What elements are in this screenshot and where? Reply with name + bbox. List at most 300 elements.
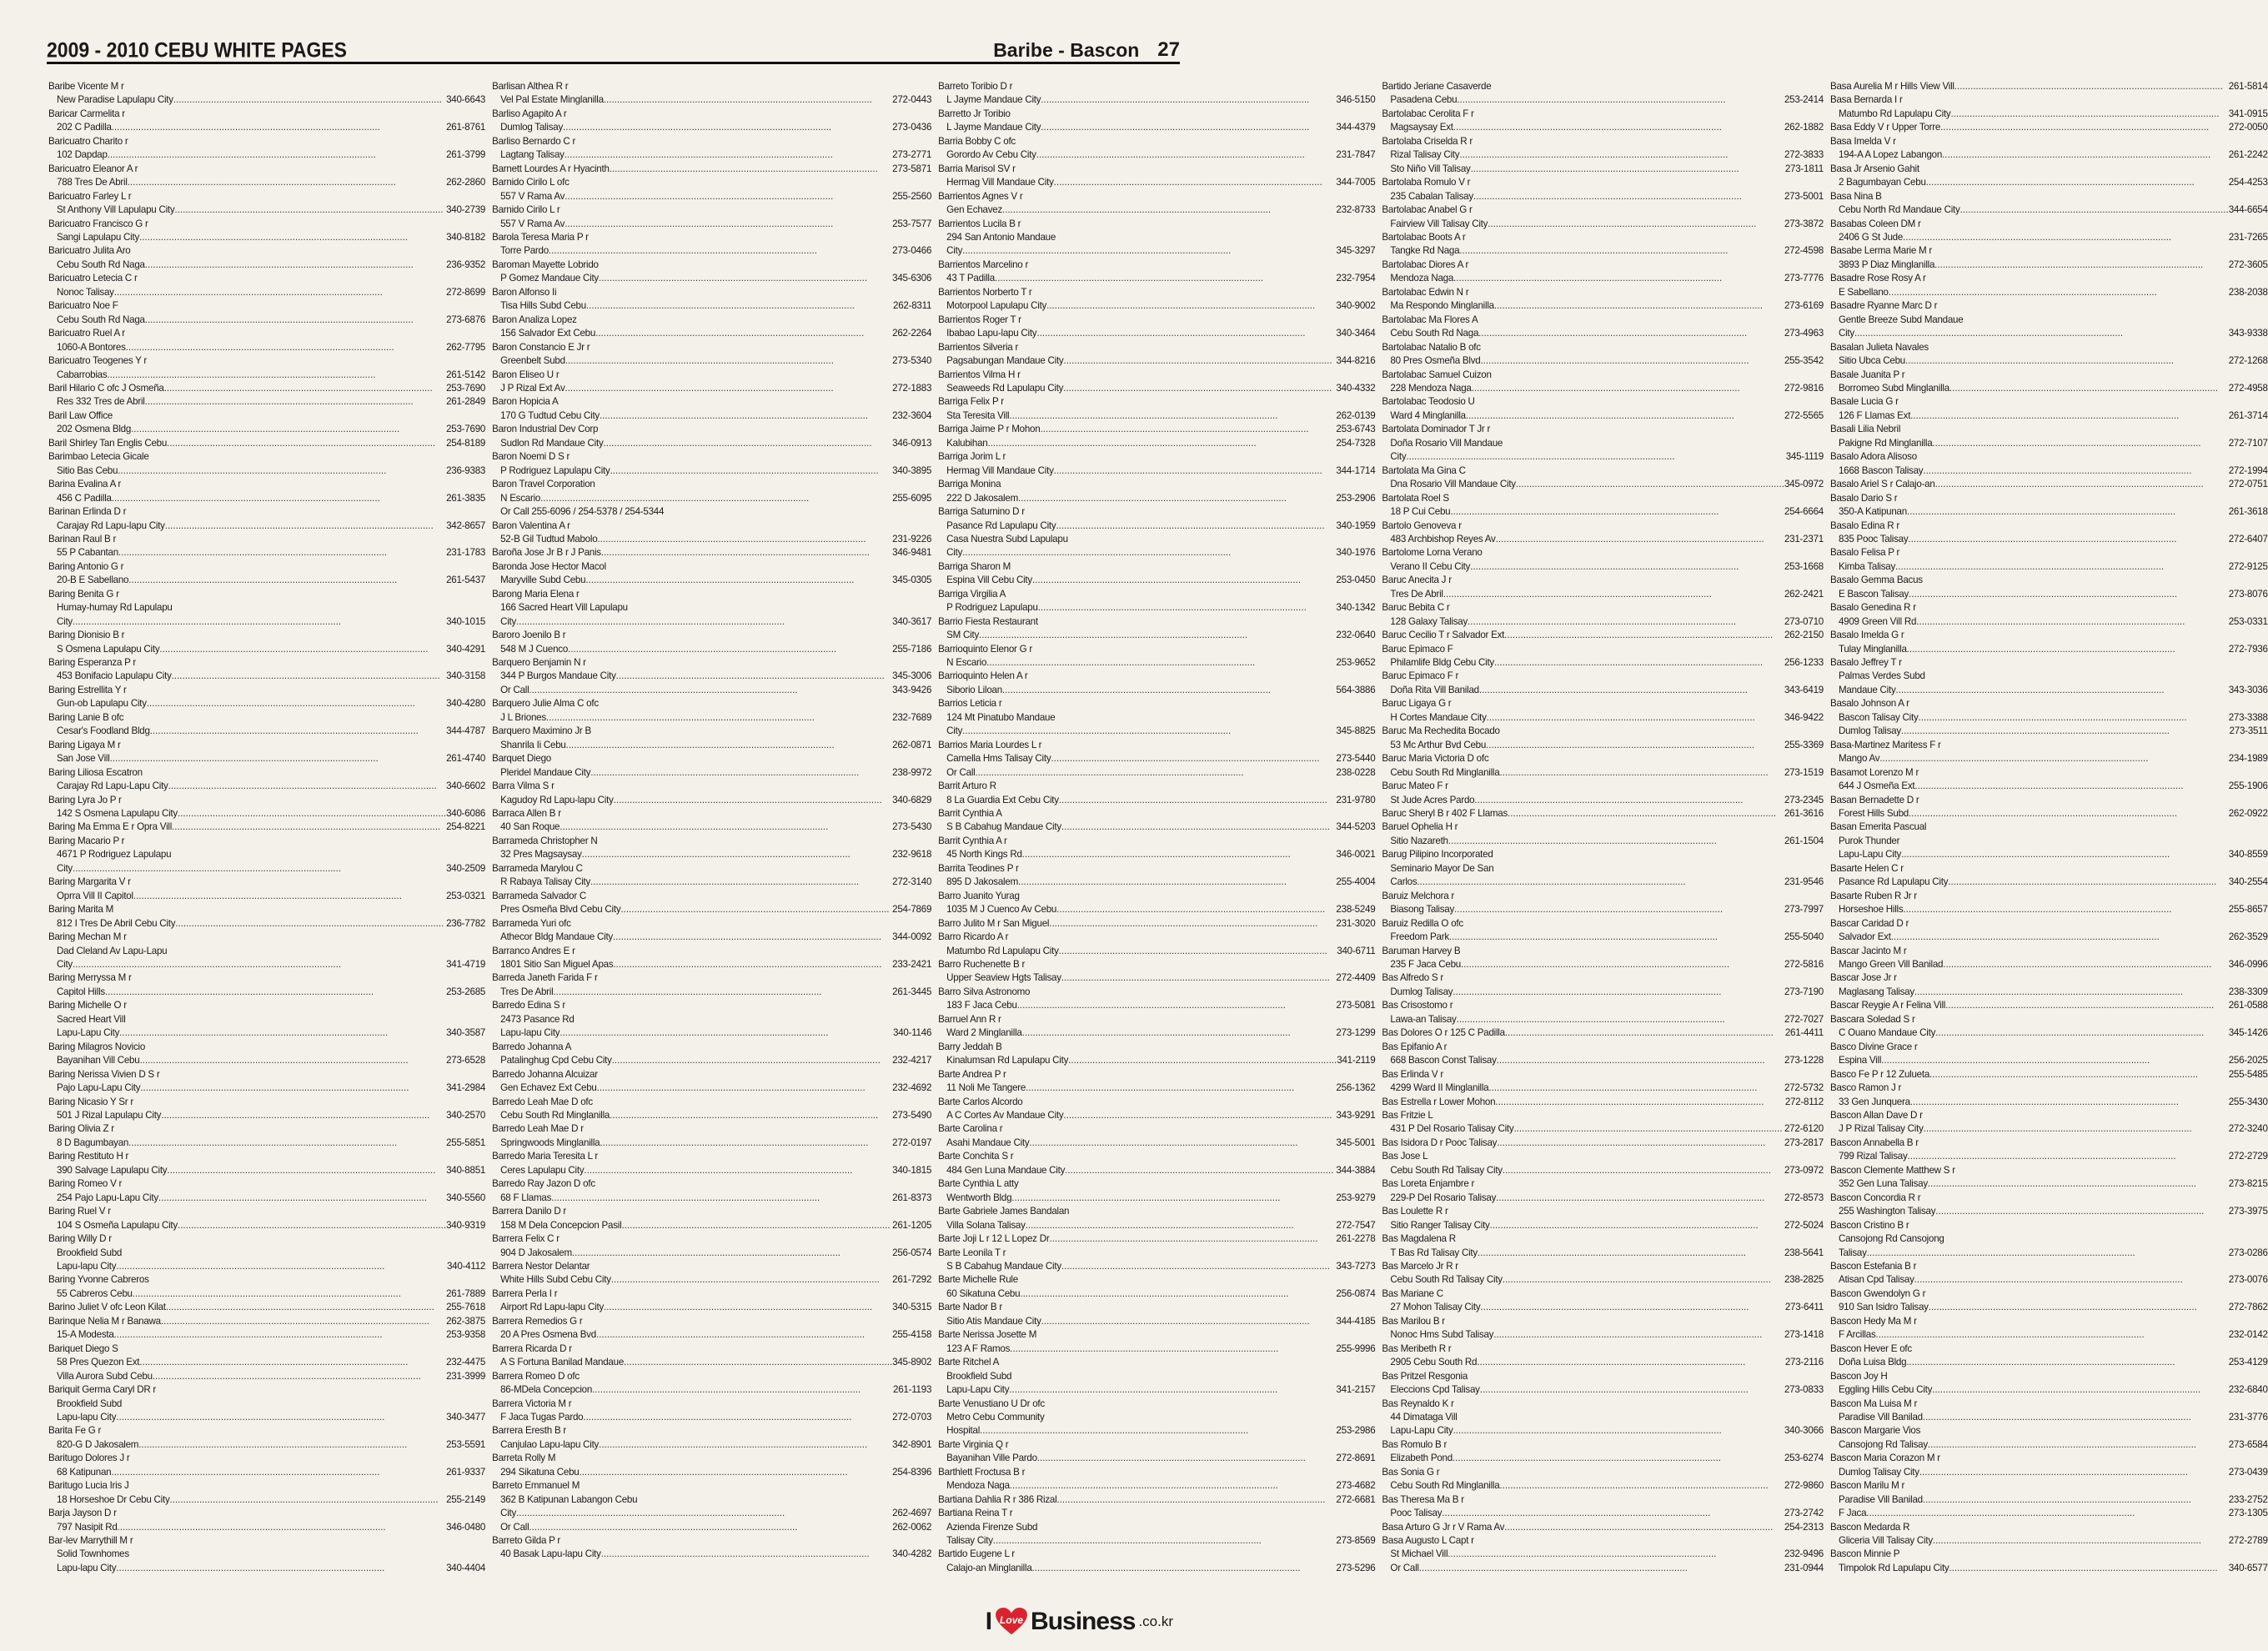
listing-entry: [1382, 752, 1824, 780]
listing-address: Cebu North Rd Mandaue City: [1838, 204, 1960, 216]
leader-dots: [612, 1054, 892, 1067]
listing-line: [938, 1411, 1375, 1424]
listing-address: Baril Shirley Tan Englis Cebu: [48, 437, 168, 449]
listing-phone: 236-9383: [446, 464, 486, 476]
listing-address: 501 J Rizal Lapulapu City: [57, 1109, 162, 1121]
leader-dots: [611, 1273, 892, 1287]
listing-line: [1830, 931, 2268, 944]
listing-entry: [1830, 1424, 2268, 1452]
listing-name: Bas Reynaldo K r: [1382, 1398, 1454, 1409]
listing-phone: 273-6411: [1784, 1302, 1824, 1313]
listing-entry: [48, 1479, 485, 1507]
listing-address: N Escario: [500, 492, 541, 504]
leader-dots: [166, 1301, 446, 1314]
listing-line: [48, 986, 485, 999]
listing-address: Tangke Rd Naga: [1390, 245, 1460, 257]
listing-line: [48, 1081, 485, 1095]
listing-line: [1830, 80, 2268, 93]
listing-address: Tres De Abril: [500, 986, 554, 997]
listing-entry: [1382, 1398, 1824, 1438]
leader-dots: [1923, 1411, 2229, 1424]
listing-phone: 340-4280: [446, 698, 486, 710]
listing-line: [1382, 1122, 1824, 1136]
listing-address: Baruc Cecilio T r Salvador Ext: [1382, 630, 1505, 641]
listing-line: [492, 1081, 931, 1095]
listing-name: Bascon Marilu M r: [1829, 1480, 1905, 1492]
listing-address: Cebu South Rd Minglanilla: [1390, 766, 1500, 778]
listing-address: Pasadena Cebu: [1390, 94, 1458, 106]
listing-name: Barrit Cynthia A: [938, 808, 1002, 820]
listing-phone: 254-6664: [1784, 506, 1824, 518]
leader-dots: [1508, 807, 1784, 820]
listing-entry: [492, 835, 931, 862]
leader-dots: [1854, 327, 2229, 340]
listing-address: City: [57, 615, 73, 627]
listing-address: Sudlon Rd Mandaue City: [500, 437, 604, 449]
listing-address: Barinque Nelia M r Banawa: [48, 1315, 161, 1327]
listing-entry: [938, 437, 1375, 450]
listing-address: Barriga Jaime P r Mohon: [938, 424, 1041, 435]
listing-name: Baron Alfonso Ii: [492, 286, 557, 298]
leader-dots: [621, 1219, 892, 1232]
listing-address: Barnett Lourdes A r Hyacinth: [492, 163, 610, 174]
listing-address: Mango Av: [1838, 753, 1880, 765]
listing-phone: 253-0331: [2228, 615, 2268, 627]
listing-phone: 253-2685: [446, 986, 486, 997]
leader-dots: [1059, 945, 1337, 958]
listing-phone: 254-8189: [446, 437, 486, 449]
listing-line: [1830, 354, 2268, 368]
listing-line: [938, 244, 1375, 258]
listing-line: [48, 1013, 485, 1026]
leader-dots: [1916, 615, 2228, 629]
listing-phone: 255-3542: [1784, 355, 1824, 367]
listing-line: [48, 1054, 485, 1067]
listing-address: 235 Cabalan Talisay: [1390, 190, 1473, 202]
listing-name: Bas Romulo B r: [1382, 1438, 1448, 1450]
listing-phone: 255-7186: [892, 643, 932, 655]
listing-phone: 340-2570: [446, 1109, 486, 1121]
listing-phone: 232-4475: [446, 1357, 486, 1368]
listing-name: Barnido Cirilo L r: [492, 204, 560, 216]
listing-address: Solid Townhomes: [57, 1548, 129, 1560]
leader-dots: [590, 876, 892, 889]
listing-line: [492, 1328, 931, 1342]
listing-address: 158 M Dela Concepcion Pasil: [500, 1219, 622, 1231]
listing-entry: [1830, 739, 2268, 766]
leader-dots: [1448, 835, 1784, 848]
listing-address: 788 Tres De Abril: [57, 177, 128, 188]
listing-address: Cebu South Rd Talisay City: [1390, 1274, 1503, 1286]
listing-entry: [1382, 1521, 1824, 1534]
leader-dots: [73, 958, 446, 971]
leader-dots: [1945, 999, 2229, 1012]
listing-name: Bartolaba Criselda R r: [1382, 135, 1473, 147]
logo-i: I: [985, 1608, 993, 1635]
listing-phone: 273-0286: [2228, 1247, 2268, 1258]
leader-dots: [1038, 601, 1337, 615]
leader-dots: [150, 725, 446, 738]
leader-dots: [1901, 725, 2230, 738]
listing-line: [492, 615, 931, 629]
leader-dots: [553, 986, 892, 999]
listing-phone: 344-7005: [1336, 177, 1376, 188]
leader-dots: [1443, 588, 1784, 601]
listing-phone: 255-5485: [2228, 1068, 2268, 1080]
listing-line: [1830, 314, 2268, 327]
listing-address: 40 San Roque: [500, 821, 560, 833]
listing-line: [48, 601, 485, 615]
listing-name: Barredo Johanna A: [492, 1041, 572, 1052]
listing-entry: [48, 1150, 485, 1177]
listing-phone: 272-1994: [2228, 464, 2268, 476]
listing-phone: 273-5081: [1336, 1000, 1376, 1011]
listing-address: Or Call: [500, 1521, 529, 1533]
listing-phone: 253-1668: [1784, 560, 1824, 572]
listing-address: J L Briones: [500, 711, 546, 723]
listing-name: Barro Silva Astronomo: [938, 986, 1031, 997]
listing-address: Forest Hills Subd: [1838, 808, 1909, 820]
leader-dots: [105, 986, 446, 999]
listing-phone: 231-3776: [2228, 1411, 2268, 1423]
listing-line: [1382, 299, 1824, 313]
leader-dots: [1009, 1383, 1336, 1397]
listing-entry: [1830, 135, 2268, 163]
leader-dots: [614, 794, 893, 807]
listing-entry: [48, 108, 485, 135]
listing-address: 45 North Kings Rd: [946, 849, 1022, 861]
listing-name: Baron Noemi D S r: [492, 451, 570, 463]
listing-column-2: [492, 80, 931, 1589]
listing-entry: [48, 999, 485, 1040]
listing-line: [1382, 1013, 1824, 1026]
leader-dots: [1453, 1452, 1784, 1465]
listing-entry: [492, 1398, 931, 1425]
listing-name: Bartolabac Diores A r: [1382, 258, 1469, 270]
listing-entry: [938, 1438, 1375, 1466]
listing-phone: 253-7577: [892, 218, 932, 229]
listing-line: [938, 574, 1375, 587]
listing-line: [1382, 1383, 1824, 1397]
leader-dots: [131, 423, 446, 436]
listing-line: [48, 369, 485, 382]
listing-line: [492, 464, 931, 478]
listing-phone: 340-9319: [446, 1219, 486, 1231]
listing-line: [938, 533, 1375, 546]
listing-phone: 273-0710: [1784, 615, 1824, 627]
listing-phone: 272-1268: [2228, 355, 2268, 367]
leader-dots: [153, 1370, 446, 1383]
listing-entry: [48, 1534, 485, 1575]
listing-phone: 232-9618: [892, 849, 932, 861]
leader-dots: [529, 1521, 892, 1534]
listing-line: [492, 1137, 931, 1150]
listing-line: [938, 546, 1375, 560]
listing-line: [1830, 999, 2268, 1012]
listing-phone: 273-7776: [1784, 273, 1824, 284]
leader-dots: [139, 1054, 446, 1067]
listing-name: Barriga Sharon M: [938, 560, 1011, 572]
listing-phone: 272-8691: [1336, 1453, 1376, 1464]
listing-phone: 261-1205: [892, 1219, 932, 1231]
listing-phone: 233-2752: [2228, 1493, 2268, 1505]
listing-line: [492, 643, 931, 656]
listing-name: Bartolabac Cerolita F r: [1382, 108, 1474, 119]
listing-line: [938, 519, 1375, 533]
listing-phone: 344-4185: [1336, 1315, 1376, 1327]
listing-phone: 273-6169: [1784, 300, 1824, 312]
listing-address: 15-A Modesta: [57, 1329, 114, 1341]
leader-dots: [159, 643, 446, 656]
listing-phone: 340-4282: [892, 1548, 932, 1560]
listing-line: [1830, 464, 2268, 478]
listing-entry: [1830, 1164, 2268, 1192]
listing-entry: [48, 1424, 485, 1452]
listing-phone: 231-7847: [1336, 149, 1376, 161]
listing-entry: [1830, 1342, 2268, 1370]
listing-line: [492, 1054, 931, 1067]
listing-entry: [492, 752, 931, 780]
listing-entry: [1830, 478, 2268, 491]
listing-address: Motorpool Lapulapu City: [946, 300, 1047, 312]
listing-entry: [1830, 971, 2268, 999]
listing-address: 8 La Guardia Ext Cebu City: [946, 794, 1059, 805]
listing-phone: 273-1418: [1784, 1329, 1824, 1341]
listing-phone: 262-0871: [892, 739, 932, 750]
leader-dots: [601, 546, 892, 560]
listing-address: Cebu South Rd Minglanilla: [500, 1109, 610, 1121]
listing-address: Baroña Jose Jr B r J Panis: [492, 547, 601, 559]
leader-dots: [1935, 478, 2229, 491]
leader-dots: [585, 574, 892, 587]
footer-logo: [986, 1608, 1173, 1636]
listing-line: [1382, 588, 1824, 601]
listing-phone: 340-1976: [1336, 547, 1376, 559]
listing-address: Azienda Firenze Subd: [946, 1521, 1038, 1533]
listing-name: Bascon Estefania B r: [1829, 1260, 1917, 1272]
listing-line: [48, 945, 485, 958]
listing-name: Baruel Ophelia H r: [1382, 821, 1458, 833]
listing-line: [48, 203, 485, 217]
page-header: [47, 37, 1180, 64]
listing-line: [938, 423, 1375, 436]
listing-entry: [1382, 1041, 1824, 1068]
listing-entry: [1830, 766, 2268, 794]
listing-line: [938, 437, 1375, 450]
listing-name: Basalo Gemma Bacus: [1829, 575, 1923, 586]
listing-phone: 272-4598: [1784, 245, 1824, 257]
listing-address: Salvador Ext: [1838, 931, 1891, 943]
listing-entry: [48, 218, 485, 245]
listing-phone: 262-2264: [892, 328, 932, 339]
listing-address: 1801 Sitio San Miguel Apas: [500, 959, 614, 970]
listing-phone: 262-4697: [892, 1508, 932, 1519]
listing-entry: [492, 890, 931, 917]
leader-dots: [118, 1521, 447, 1534]
listing-line: [1830, 1301, 2268, 1314]
listing-address: Tres De Abril: [1390, 588, 1443, 600]
listing-line: [48, 862, 485, 876]
listing-entry: [1830, 1370, 2268, 1398]
listing-phone: 232-6840: [2228, 1384, 2268, 1396]
listing-phone: 344-5203: [1336, 821, 1376, 833]
listing-address: H Cortes Mandaue City: [1390, 711, 1487, 723]
listing-address: Airport Rd Lapu-lapu City: [500, 1302, 605, 1313]
listing-entry: [1830, 1398, 2268, 1425]
leader-dots: [1488, 1081, 1784, 1095]
listing-line: [938, 601, 1375, 615]
listing-phone: 232-7689: [892, 711, 932, 723]
listing-line: [492, 1013, 931, 1026]
listing-line: [492, 1247, 931, 1260]
listing-entry: [1830, 423, 2268, 450]
listing-entry: [492, 1315, 931, 1342]
listing-address: Lapu-Lapu City: [1838, 849, 1902, 861]
leader-dots: [962, 546, 1336, 560]
listing-phone: 344-4787: [446, 725, 486, 737]
leader-dots: [1910, 409, 2229, 423]
listing-address: Elizabeth Pond: [1390, 1453, 1453, 1464]
listing-phone: 261-3445: [892, 986, 932, 997]
listing-name: Barquero Benjamin N r: [492, 657, 586, 669]
listing-line: [492, 1548, 931, 1561]
listing-phone: 273-8215: [2228, 1178, 2268, 1190]
leader-dots: [1940, 121, 2229, 134]
listing-address: 68 Katipunan: [57, 1466, 112, 1478]
listing-name: Baring Dionisio B r: [48, 630, 125, 641]
leader-dots: [1041, 121, 1336, 134]
listing-line: [1382, 1137, 1824, 1150]
listing-address: 294 San Antonio Mandaue: [946, 231, 1056, 243]
listing-address: Ward 2 Minglanilla: [946, 1027, 1022, 1039]
listing-name: Barte Virginia Q r: [938, 1438, 1009, 1450]
listing-line: [48, 546, 485, 560]
listing-line: [1382, 862, 1824, 876]
listing-phone: 231-9780: [1336, 794, 1376, 805]
listing-entry: [1382, 1466, 1824, 1493]
listing-address: Gen Echavez Ext Cebu: [500, 1082, 597, 1094]
listing-name: Barredo Leah Mae D ofc: [492, 1096, 593, 1107]
listing-line: [938, 848, 1375, 861]
listing-phone: 255-3430: [2228, 1096, 2268, 1107]
listing-entry: [492, 1342, 931, 1370]
listing-name: Baron Analiza Lopez: [492, 314, 577, 325]
listing-line: [492, 546, 931, 560]
listing-name: Barreto Emmanuel M: [492, 1480, 580, 1492]
leader-dots: [1454, 903, 1784, 916]
leader-dots: [1504, 629, 1784, 642]
listing-name: Bascon Clemente Matthew S r: [1829, 1164, 1955, 1176]
leader-dots: [1919, 1466, 2229, 1479]
listing-name: Basadre Ryanne Marc D r: [1829, 300, 1938, 312]
listing-entry: [48, 1041, 485, 1068]
leader-dots: [128, 1137, 446, 1150]
listing-phone: 273-1305: [2228, 1508, 2268, 1519]
leader-dots: [1059, 794, 1337, 807]
listing-phone: 253-2986: [1336, 1425, 1376, 1437]
listing-phone: 340-1815: [892, 1164, 932, 1176]
listing-address: C Ouano Mandaue City: [1838, 1027, 1936, 1039]
listing-name: Basalo Imelda G r: [1829, 630, 1904, 641]
listing-entry: [938, 780, 1375, 807]
leader-dots: [595, 327, 892, 340]
leader-dots: [112, 492, 446, 505]
listing-phone: 345-8825: [1336, 725, 1376, 737]
leader-dots: [1041, 1315, 1337, 1328]
listing-name: Barranco Andres E r: [492, 945, 575, 956]
leader-dots: [73, 615, 446, 629]
listing-name: Bas Pritzel Resgonia: [1382, 1370, 1468, 1382]
listing-address: 52-B Gil Tudtud Mabolo: [500, 533, 598, 544]
listing-line: [938, 1370, 1375, 1383]
listing-name: Baruc Ma Rechedita Bocado: [1382, 725, 1500, 737]
listing-entry: [938, 615, 1375, 643]
listing-line: [1382, 958, 1824, 971]
leader-dots: [175, 917, 446, 931]
listing-entry: [938, 218, 1375, 258]
listing-entry: [1382, 1287, 1824, 1315]
listing-name: Barrera Victoria M r: [492, 1398, 572, 1409]
listing-entry: [1830, 1081, 2268, 1109]
listing-name: Barrit Cynthia A r: [938, 835, 1007, 846]
leader-dots: [167, 437, 446, 450]
leader-dots: [995, 272, 1336, 285]
listing-entry: [492, 80, 931, 108]
listing-line: [1382, 684, 1824, 697]
listing-name: Bas Meribeth R r: [1382, 1342, 1452, 1354]
listing-line: [1382, 1356, 1824, 1369]
listing-entry: [1382, 725, 1824, 752]
listing-line: [1830, 848, 2268, 861]
listing-address: Biasong Talisay: [1390, 904, 1455, 916]
listing-phone: 262-2421: [1784, 588, 1824, 600]
listing-phone: 272-6120: [1784, 1123, 1824, 1135]
listing-line: [48, 1219, 485, 1232]
leader-dots: [1903, 231, 2229, 244]
listing-line: [1830, 176, 2268, 189]
listing-name: Barte Gabriele James Bandalan: [938, 1206, 1070, 1217]
leader-dots: [1049, 1232, 1336, 1246]
listing-line: [938, 1054, 1375, 1067]
listing-address: 53 Mc Arthur Bvd Cebu: [1390, 739, 1487, 750]
listing-name: Barte Venustiano U Dr ofc: [938, 1398, 1045, 1409]
listing-line: [938, 820, 1375, 834]
listing-entry: [48, 437, 485, 450]
listing-address: Cebu South Rd Naga: [57, 258, 145, 270]
listing-name: Baricuatro Francisco G r: [48, 218, 148, 229]
leader-dots: [138, 1438, 446, 1452]
listing-line: [938, 1562, 1375, 1575]
listing-name: Barreto Gilda P r: [492, 1535, 560, 1547]
listing-line: [492, 492, 931, 505]
listing-address: Greenbelt Subd: [500, 355, 565, 367]
listing-phone: 346-0913: [892, 437, 932, 449]
listing-entry: [1830, 1548, 2268, 1575]
listing-phone: 232-7954: [1336, 273, 1376, 284]
listing-line: [1830, 1177, 2268, 1191]
listing-address: F Jaca Tugas Pardo: [500, 1411, 584, 1423]
listing-phone: 340-6086: [446, 808, 486, 820]
listing-phone: 273-5871: [892, 163, 932, 174]
listing-line: [48, 1260, 485, 1273]
listing-phone: 345-0305: [892, 575, 932, 586]
listing-line: [492, 711, 931, 725]
leader-dots: [1933, 1534, 2229, 1548]
leader-dots: [962, 725, 1336, 738]
leader-dots: [529, 684, 892, 697]
listing-line: [48, 1328, 485, 1342]
listing-line: [492, 601, 931, 615]
